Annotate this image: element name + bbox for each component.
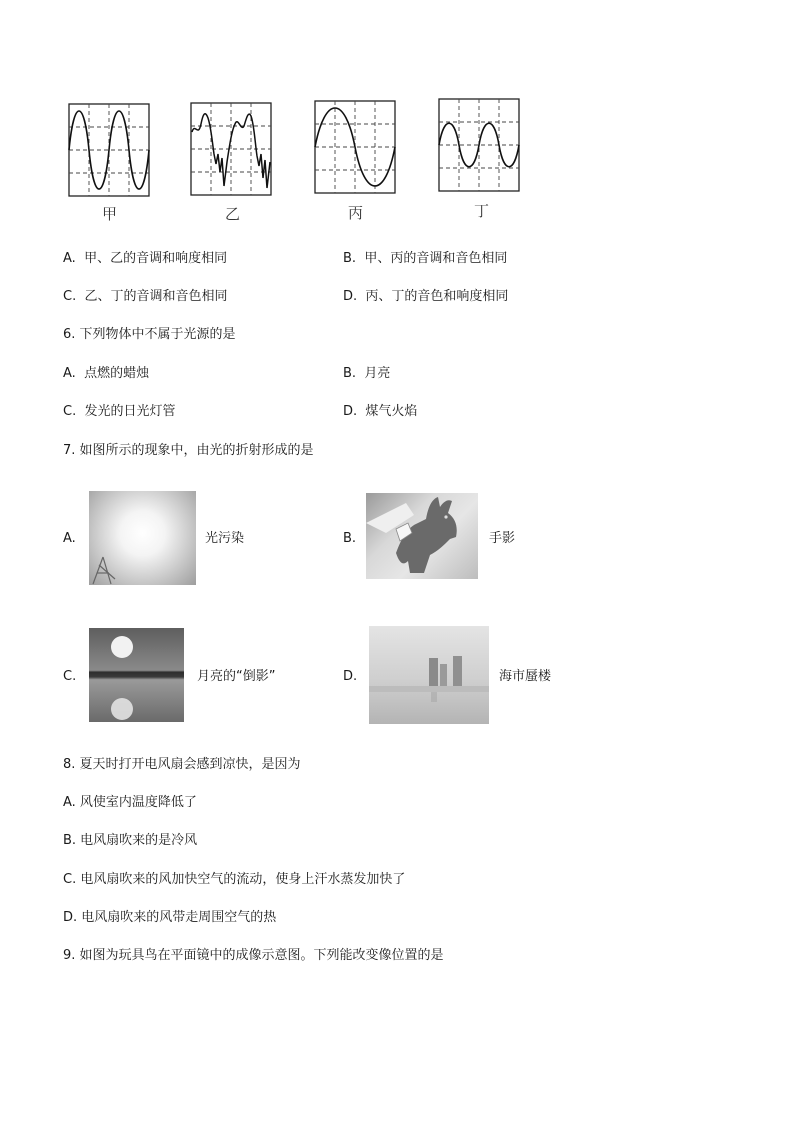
waveform-label-bing: 丙: [348, 204, 364, 222]
waveform-ding: [438, 98, 520, 192]
q8-option-a: A. 风使室内温度降低了: [63, 795, 197, 810]
q7-option-b-letter: B.: [343, 531, 357, 546]
q9-question: 9. 如图为玩具鸟在平面镜中的成像示意图。下列能改变像位置的是: [63, 948, 444, 963]
mirage-photo: [369, 626, 489, 724]
q7-option-b-text: 手影: [489, 531, 516, 546]
q7-option-a-letter: A.: [63, 531, 76, 546]
waveform-label-yi: 乙: [225, 205, 241, 223]
q8-option-b: B. 电风扇吹来的是冷风: [63, 833, 198, 848]
sine-wave-icon: [68, 103, 150, 197]
waveform-jia: [68, 103, 150, 197]
q8-option-d: D. 电风扇吹来的风带走周围空气的热: [63, 910, 277, 925]
q5-option-b: B. 甲、丙的音调和音色相同: [343, 251, 508, 266]
moon-reflection-photo: [89, 628, 184, 722]
waveform-label-ding: 丁: [474, 202, 490, 220]
q6-option-a: A. 点燃的蜡烛: [63, 366, 150, 381]
q5-option-c: C. 乙、丁的音调和音色相同: [63, 289, 228, 304]
hand-shadow-photo: [366, 493, 478, 579]
q6-option-c: C. 发光的日光灯管: [63, 404, 176, 419]
q5-option-d: D. 丙、丁的音色和响度相同: [343, 289, 509, 304]
irregular-wave-icon: [190, 102, 272, 196]
q7-option-c-text: 月亮的“倒影”: [197, 669, 276, 684]
waveform-bing: [314, 100, 396, 194]
low-frequency-wave-icon: [314, 100, 396, 194]
q7-option-a-text: 光污染: [205, 531, 245, 546]
q8-question: 8. 夏天时打开电风扇会感到凉快，是因为: [63, 757, 301, 772]
q7-option-d-letter: D.: [343, 669, 358, 684]
q7-option-c-letter: C.: [63, 669, 77, 684]
q8-option-c: C. 电风扇吹来的风加快空气的流动，使身上汗水蒸发加快了: [63, 872, 406, 887]
light-pollution-photo: [89, 491, 196, 585]
q6-option-d: D. 煤气火焰: [343, 404, 418, 419]
small-amplitude-wave-icon: [438, 98, 520, 192]
q7-question: 7. 如图所示的现象中，由光的折射形成的是: [63, 443, 314, 458]
q7-option-d-text: 海市蜃楼: [499, 669, 552, 684]
q6-question: 6. 下列物体中不属于光源的是: [63, 327, 236, 342]
waveform-label-jia: 甲: [102, 205, 118, 223]
waveform-yi: [190, 102, 272, 196]
q6-option-b: B. 月亮: [343, 366, 391, 381]
q5-option-a: A. 甲、乙的音调和响度相同: [63, 251, 228, 266]
